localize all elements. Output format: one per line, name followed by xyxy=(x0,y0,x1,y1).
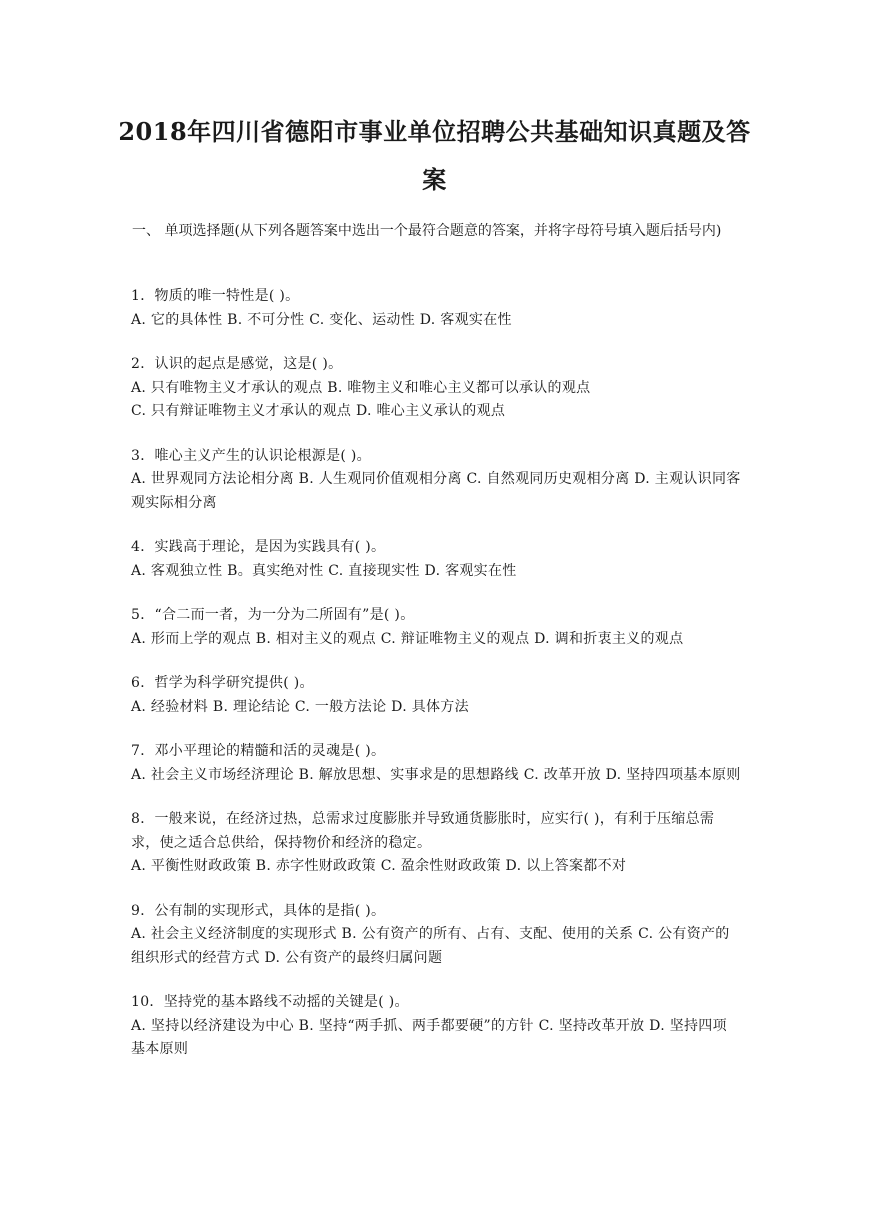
question-item xyxy=(131,991,741,1062)
question-item xyxy=(131,285,741,332)
question-item xyxy=(131,740,741,787)
question-options: A. 只有唯物主义才承认的观点 B. 唯物主义和唯心主义都可以承认的观点 xyxy=(131,379,591,396)
question-item xyxy=(131,445,741,516)
question-options: A. 社会主义市场经济理论 B. 解放思想、实事求是的思想路线 C. 改革开放 D. 坚持四项基本原则 xyxy=(131,766,741,783)
question-options: A. 它的具体性 B. 不可分性 C. 变化、运动性 D. 客观实在性 xyxy=(131,311,512,328)
question-options: A. 坚持以经济建设为中心 B. 坚持“两手抓、两手都要硬”的方针 C. 坚持改革开放 D. 坚持四项基本原则 xyxy=(131,1017,727,1057)
question-stem: 7．邓小平理论的精髓和活的灵魂是( )。 xyxy=(131,743,386,759)
question-options: A. 经验材料 B. 理论结论 C. 一般方法论 D. 具体方法 xyxy=(131,698,469,715)
question-options: A. 形而上学的观点 B. 相对主义的观点 C. 辩证唯物主义的观点 D. 调和折衷主义的观点 xyxy=(131,630,684,647)
question-item xyxy=(131,604,741,651)
question-options: A. 客观独立性 B。真实绝对性 C. 直接现实性 D. 客观实在性 xyxy=(131,562,517,579)
question-item xyxy=(131,900,741,971)
question-item xyxy=(131,536,741,583)
question-stem: 9．公有制的实现形式，具体的是指( )。 xyxy=(131,902,386,919)
question-options: C. 只有辩证唯物主义才承认的观点 D. 唯心主义承认的观点 xyxy=(131,403,506,419)
question-stem: 5．“合二而一者，为一分为二所固有”是( )。 xyxy=(131,607,415,623)
document-title: 2018年四川省德阳市事业单位招聘公共基础知识真题及答案 xyxy=(118,117,751,194)
question-stem: 1．物质的唯一特性是( )。 xyxy=(131,288,300,304)
question-stem: 6．哲学为科学研究提供( )。 xyxy=(131,675,314,691)
question-stem: 4．实践高于理论，是因为实践具有( )。 xyxy=(131,539,386,555)
section-heading: 一、 单项选择题(从下列各题答案中选出一个最符合题意的答案，并将字母符号填入题后括号内) xyxy=(132,223,722,239)
question-stem: 2．认识的起点是感觉，这是( )。 xyxy=(131,356,343,372)
question-item xyxy=(131,353,741,424)
question-item xyxy=(131,808,741,879)
question-options: A. 平衡性财政政策 B. 赤字性财政政策 C. 盈余性财政政策 D. 以上答案都不对 xyxy=(131,858,627,874)
question-stem: 10．坚持党的基本路线不动摇的关键是( )。 xyxy=(131,994,409,1010)
question-options: A. 世界观同方法论相分离 B. 人生观同价值观相分离 C. 自然观同历史观相分离 D. 主观认识同客观实际相分离 xyxy=(131,471,741,511)
question-item xyxy=(131,672,741,719)
question-stem: 3．唯心主义产生的认识论根源是( )。 xyxy=(131,447,371,464)
question-list xyxy=(131,285,741,1083)
question-options: A. 社会主义经济制度的实现形式 B. 公有资产的所有、占有、支配、使用的关系 C. 公有资产的组织形式的经营方式 D. 公有资产的最终归属问题 xyxy=(131,926,730,966)
question-stem: 8．一般来说，在经济过热，总需求过度膨胀并导致通货膨胀时，应实行( )，有利于压缩总需求，使之适合总供给，保持物价和经济的稳定。 xyxy=(131,811,715,851)
